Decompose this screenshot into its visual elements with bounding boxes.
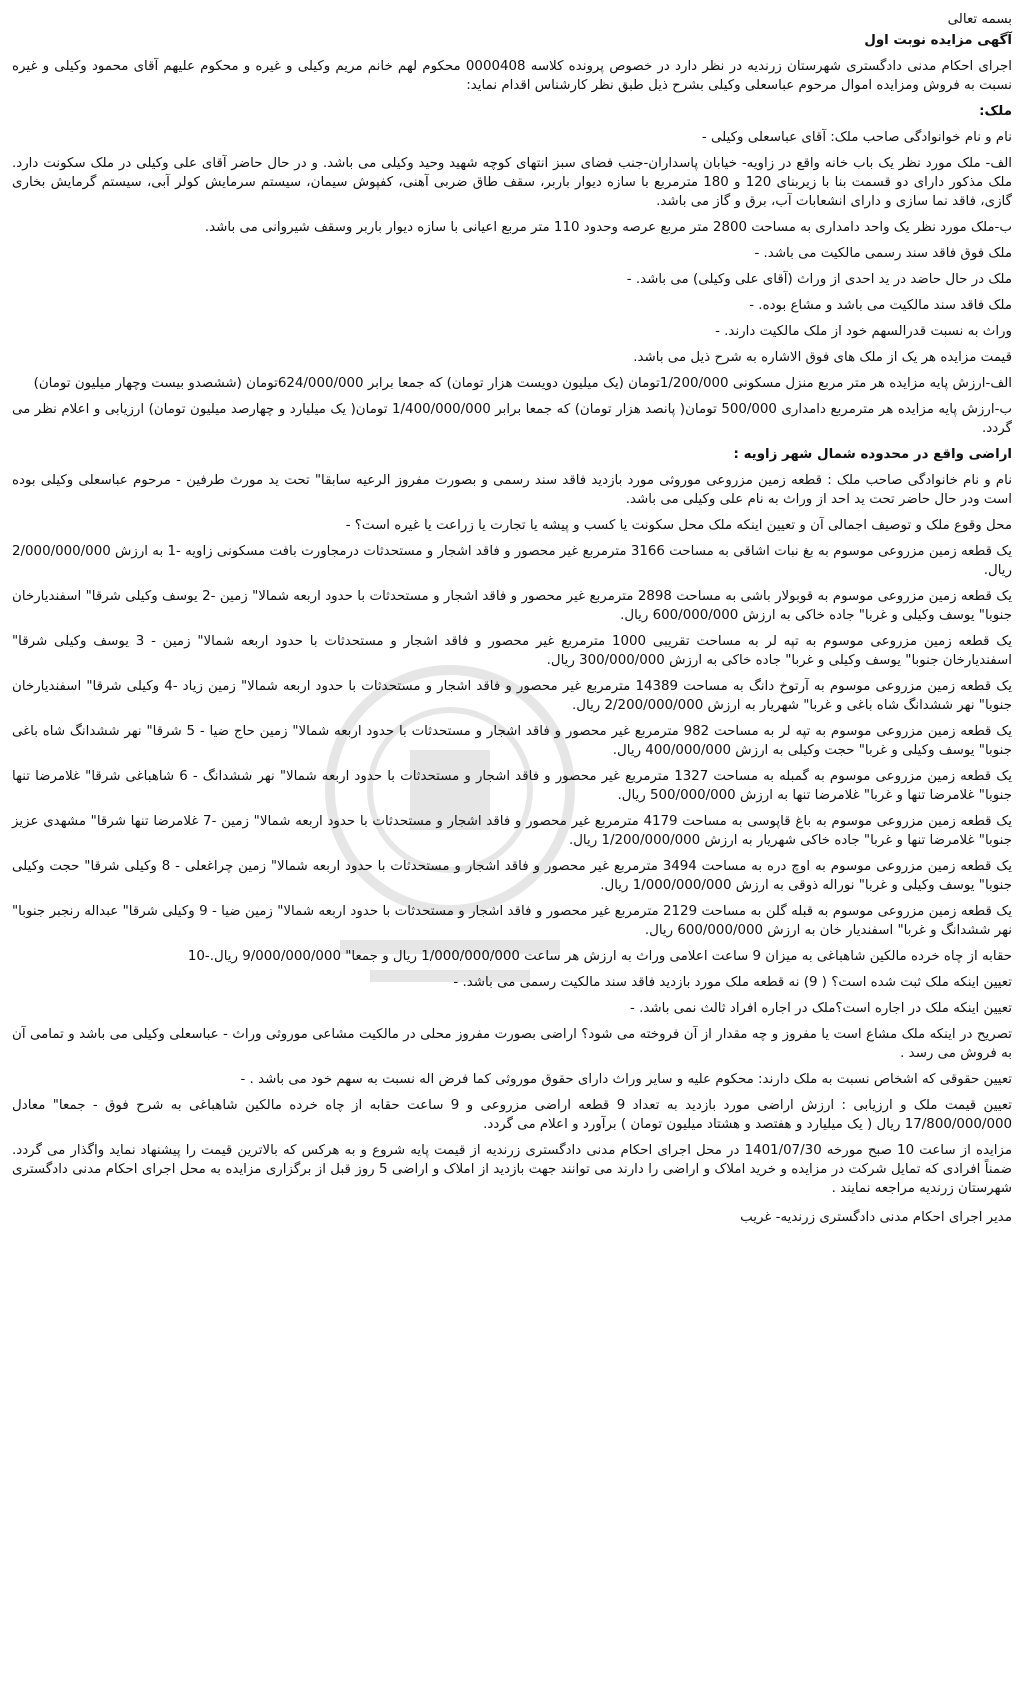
price-b: ب-ارزش پایه مزایده هر مترمربع دامداری 500/000 تومان( پانصد هزار تومان) که جمعا برابر 1/400/000/000 تومان( یک میلیارد و چهارصد میلیون تومان) ارزیابی و اعلام نظر می گردد. (12, 402, 1013, 436)
property-status-3: ملک فاقد سند مالکیت می باشد و مشاع بوده. - (749, 298, 1012, 313)
property-item-b: ب-ملک مورد نظر یک واحد دامداری به مساحت 2800 متر مربع عرصه وحدود 110 متر مربع اعیانی با سازه دیوار باربر وسقف شیروانی می باشد. (204, 220, 1012, 235)
property-status-2: ملک در حال حاضد در ید احدی از وراث (آقای علی وکیلی) می باشد. - (626, 272, 1012, 287)
notice-title: آگهی مزایده نوبت اول (864, 33, 1012, 48)
parcel-item: یک قطعه زمین مزروعی موسوم به قوبولار باشی به مساحت 2898 مترمربع غیر محصور و فاقد اشجار و مستحدثات با حدود اربعه شمالا" زمین -2 یوسف وکیلی شرقا" اسفندیارخان جنوبا" یوسف وکیلی و غربا" جاده خاکی به ارزش 600/000/000 ریال. (12, 589, 1012, 623)
lands-heading: اراضی واقع در محدوده شمال شهر زاویه : (733, 447, 1012, 462)
parcel-item: یک قطعه زمین مزروعی موسوم به باغ قاپوسی به مساحت 4179 مترمربع غیر محصور و فاقد اشجار و مستحدثات با حدود اربعه شمالا" زمین -7 غلامرضا تنها شرقا" مشهدی عزیز جنوبا" غلامرضا تنها و غربا" جاده خاکی شهریار به ارزش 1/200/000/000 ریال. (12, 814, 1012, 848)
lands-owner: نام و نام خانوادگی صاحب ملک : قطعه زمین مزروعی موروثی مورد بازدید فاقد سند رسمی و بصورت مفروز الرعیه سابقا" تحت ید مورث طرفین - مرحوم عباسعلی وکیلی بوده است ودر حال حاضر تحت ید احد از وراث به نام علی وکیلی می باشد. (12, 473, 1012, 507)
property-owner: نام و نام خوانوادگی صاحب ملک: آقای عباسعلی وکیلی - (701, 130, 1012, 145)
rights-status: تعیین حقوقی که اشخاص نسبت به ملک دارند: محکوم علیه و سایر وراث دارای حقوق موروثی کما فرض اله نسبت به سهم خود می باشد . - (240, 1072, 1012, 1087)
signature: مدیر اجرای احکام مدنی دادگستری زرندیه- غریب (740, 1210, 1012, 1225)
lease-status: تعیین اینکه ملک در اجاره است؟ملک در اجاره افراد ثالث نمی باشد. - (630, 1001, 1012, 1016)
auction-details: مزایده از ساعت 10 صبح مورخه 1401/07/30 در محل اجرای احکام مدنی دادگستری زرندیه از قیمت پایه شروع و به هرکس که بالاترین قیمت را پیشنهاد نماید واگذار می گردد. ضمناً افرادی که تمایل شرکت در مزایده و خرید املاک و اراضی را دارند می توانند جهت بازدید از املاک و اراضی 5 روز قبل از برگزاری مزایده به محل اجرای احکام مدنی دادگستری شهرستان زرندیه مراجعه نمایند . (12, 1143, 1013, 1196)
parcel-item: یک قطعه زمین مزروعی موسوم به گمبله به مساحت 1327 مترمربع غیر محصور و فاقد اشجار و مستحدثات با حدود اربعه شمالا" نهر ششدانگ - 6 شاهباغی شرقا" غلامرضا تنها جنوبا" غلامرضا تنها و غربا" غلامرضا تنها به ارزش 500/000/000 ریال. (12, 769, 1012, 803)
property-status-1: ملک فوق فاقد سند رسمی مالکیت می باشد. - (754, 246, 1012, 261)
water-share: حقابه از چاه خرده مالکین شاهباغی به میزان 9 ساعت اعلامی وراث به ارزش هر ساعت 1/000/000/000 ریال و جمعا" 9/000/000/000 ریال.-10 (187, 949, 1012, 964)
intro-paragraph: اجرای احکام مدنی دادگستری شهرستان زرندیه در نظر دارد در خصوص پرونده کلاسه 0000408 محکوم لهم خانم مریم وکیلی و غیره و محکوم علیهم آقای محمود وکیلی و غیره نسبت به فروش ومزایده اموال مرحوم عباسعلی وکیلی بشرح ذیل طبق نظر کارشناس اقدام نماید: (12, 59, 1013, 93)
parcel-item: یک قطعه زمین مزروعی موسوم به قبله گلن به مساحت 2129 مترمربع غیر محصور و فاقد اشجار و مستحدثات با حدود اربعه شمالا" زمین ضیا - 9 وکیلی شرقا" عبداله رنجبر جنوبا" نهر ششدانگ و غربا" اسفندیار خان به ارزش 600/000/000 ریال. (12, 904, 1012, 938)
price-a: الف-ارزش پایه مزایده هر متر مربع منزل مسکونی 1/200/000تومان (یک میلیون دویست هزار تومان) که جمعا برابر 624/000/000تومان (ششصدو بیست وچهار میلیون تومان) (33, 376, 1012, 391)
registration-status: تعیین اینکه ملک ثبت شده است؟ ( 9) نه قطعه ملک مورد بازدید فاقد سند مالکیت رسمی می باشد. - (453, 975, 1012, 990)
parcel-item: یک قطعه زمین مزروعی موسوم به تپه لر به مساحت تقریبی 1000 مترمربع غیر محصور و فاقد اشجار و مستحدثات با حدود اربعه شمالا" زمین - 3 یوسف وکیلی شرقا" اسفندیارخان جنوبا" یوسف وکیلی و غربا" جاده خاکی به ارزش 300/000/000 ریال. (12, 634, 1012, 668)
parcel-item: یک قطعه زمین مزروعی موسوم به آرتوخ دانگ به مساحت 14389 مترمربع غیر محصور و فاقد اشجار و مستحدثات با حدود اربعه شمالا" زمین زیاد -4 وکیلی شرقا" اسفندیارخان جنوبا" نهر ششدانگ شاه باغی و غربا" شهریار به ارزش 2/200/000/000 ریال. (12, 679, 1012, 713)
lands-question: محل وقوع ملک و توصیف اجمالی آن و تعیین اینکه ملک محل سکونت یا کسب و پیشه یا تجارت یا زراعت یا غیره است؟ - (345, 518, 1012, 533)
parcel-item: یک قطعه زمین مزروعی موسوم به بغ نبات اشاقی به مساحت 3166 مترمربع غیر محصور و فاقد اشجار و مستحدثات درمجاورت بافت مسکونی زاویه -1 به ارزش 2/000/000/000 ریال. (12, 544, 1012, 578)
share-status: تصریح در اینکه ملک مشاع است یا مفروز و چه مقدار از آن فروخته می شود؟ اراضی بصورت مفروز محلی در مالکیت مشاعی موروثی وراث - عباسعلی وکیلی می باشد و تمامی آن به فروش می رسد . (12, 1027, 1012, 1061)
parcel-item: یک قطعه زمین مزروعی موسوم به اوچ دره به مساحت 3494 مترمربع غیر محصور و فاقد اشجار و مستحدثات با حدود اربعه شمالا" زمین چراغعلی - 8 وکیلی شرقا" حجت وکیلی جنوبا" یوسف وکیلی و غربا" نوراله ذوقی به ارزش 1/000/000/000 ریال. (12, 859, 1012, 893)
property-status-4: وراث به نسبت قدرالسهم خود از ملک مالکیت دارند. - (715, 324, 1012, 339)
price-intro: قیمت مزایده هر یک از ملک های فوق الاشاره به شرح ذیل می باشد. (633, 350, 1012, 365)
property-heading: ملک: (979, 104, 1012, 119)
basmala: بسمه تعالی (947, 12, 1012, 27)
property-item-a: الف- ملک مورد نظر یک باب خانه واقع در زاویه- خیابان پاسداران-جنب فضای سبز انتهای کوچه شهید وحید وکیلی می باشد. و در حال حاضر آقای علی وکیلی در ملک سکونت دارد. ملک مذکور دارای دو قسمت بنا با زیربنای 120 و 180 مترمربع با سازه دیوار باربر، سقف طاق ضربی آهنی، کفپوش سیمان، سیستم سرمایش کولر آبی، سیستم گرمایش بخاری گازی، فاقد نما سازی و دارای انشعابات آب، برق و گاز می باشد. (12, 156, 1012, 209)
parcel-item: یک قطعه زمین مزروعی موسوم به تپه لر به مساحت 982 مترمربع غیر محصور و فاقد اشجار و مستحدثات با حدود اربعه شمالا" زمین حاج ضیا - 5 شرقا" نهر ششدانگ شاه باغی جنوبا" یوسف وکیلی و غربا" حجت وکیلی به ارزش 400/000/000 ریال. (12, 724, 1012, 758)
valuation: تعیین قیمت ملک و ارزیابی : ارزش اراضی مورد بازدید به تعداد 9 قطعه اراضی مزروعی و 9 ساعت حقابه از چاه خرده مالکین شاهباغی به شرح فوق - جمعا" معادل 17/800/000/000 ریال ( یک میلیارد و هفتصد و هشتاد میلیون تومان ) برآورد و اعلام می گردد. (12, 1098, 1012, 1132)
